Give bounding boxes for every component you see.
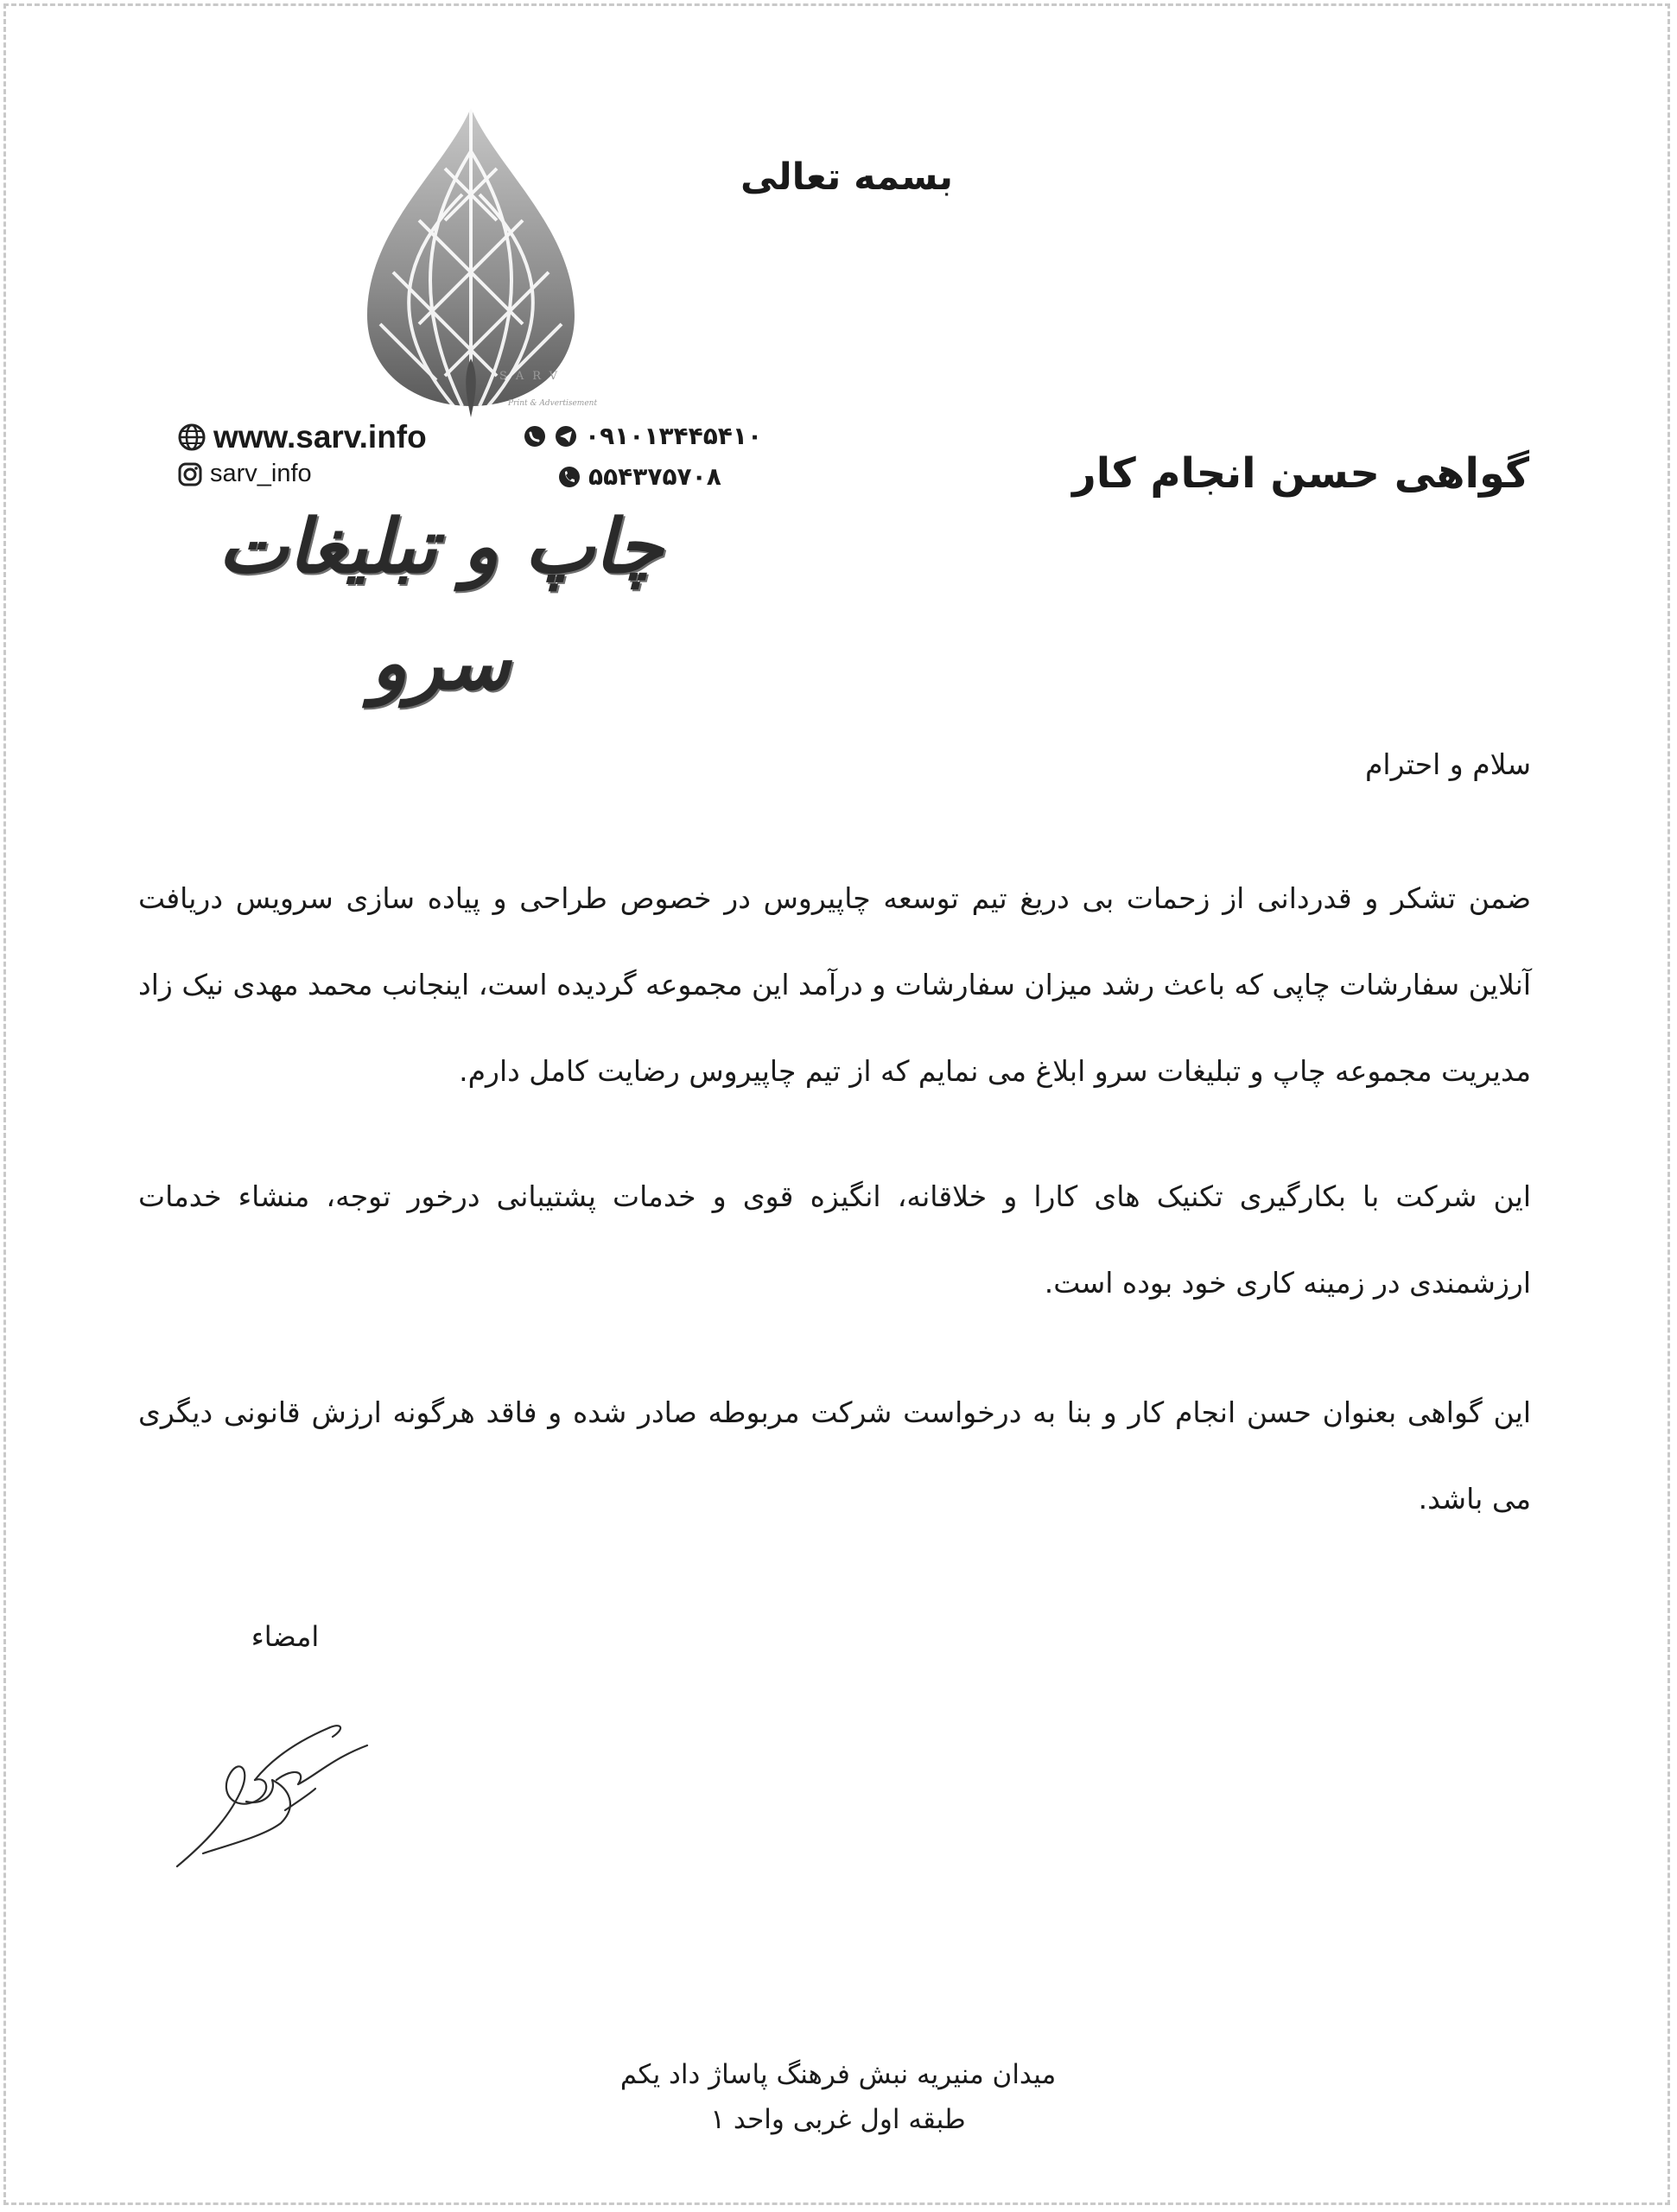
certificate-title: گواهی حسن انجام کار xyxy=(1072,449,1529,498)
whatsapp-icon xyxy=(523,424,547,448)
website-contact xyxy=(177,419,427,455)
paragraph-2: این شرکت با بکارگیری تکنیک های کارا و خلاقانه، انگیزه قوی و خدمات پشتیبانی درخور توجه، منشاء خدمات ارزشمندی در زمینه کاری خود بوده است. xyxy=(138,1179,1531,1300)
greeting: سلام و احترام xyxy=(1364,747,1531,781)
brand-tagline: Print & Advertisement xyxy=(508,399,598,408)
website-text: www.sarv.info xyxy=(213,419,427,454)
basmala-heading: بسمه تعالی xyxy=(740,156,953,199)
paragraph-1: ضمن تشکر و قدردانی از زحمات بی دریغ تیم توسعه چاپیروس در خصوص طراحی و پیاده سازی سرویس دریافت آنلاین سفارشات چاپی که باعث رشد میزان سفارشات و درآمد این مجموعه گردیده است، اینجانب محمد مهدی نیک زاد مدیریت مجموعه چاپ و تبلیغات سرو ابلاغ می نمایم که از تیم چاپیروس رضایت کامل دارم. xyxy=(138,881,1531,1088)
address-line-1: میدان منیریه نبش فرهنگ پاساژ داد یکم xyxy=(619,2059,1057,2090)
sarv-drop-logo-icon xyxy=(359,99,609,419)
phone-icon xyxy=(557,465,581,489)
telegram-icon xyxy=(554,424,578,448)
instagram-text: sarv_info xyxy=(210,460,312,487)
phone-contact xyxy=(557,462,721,491)
phone-number: ۵۵۴۳۷۵۷۰۸ xyxy=(588,462,721,491)
footer-address xyxy=(492,2052,1184,2142)
address-line-2: طبقه اول غربی واحد ۱ xyxy=(710,2104,966,2135)
brand-latin-name: SARV xyxy=(499,370,567,383)
globe-icon xyxy=(177,423,206,452)
signature-label: امضاء xyxy=(251,1620,320,1653)
handwritten-signature xyxy=(168,1707,380,1879)
paragraph-3: این گواهی بعنوان حسن انجام کار و بنا به درخواست شرکت مربوطه صادر شده و فاقد هرگونه ارزش قانونی دیگری می باشد. xyxy=(138,1395,1531,1516)
mobile-number: ۰۹۱۰۱۳۴۴۵۴۱۰ xyxy=(585,422,763,450)
instagram-contact xyxy=(177,460,312,488)
brand-name-fa: چاپ و تبلیغات سرو xyxy=(218,503,664,707)
mobile-contact xyxy=(523,422,762,450)
instagram-icon xyxy=(177,461,203,487)
